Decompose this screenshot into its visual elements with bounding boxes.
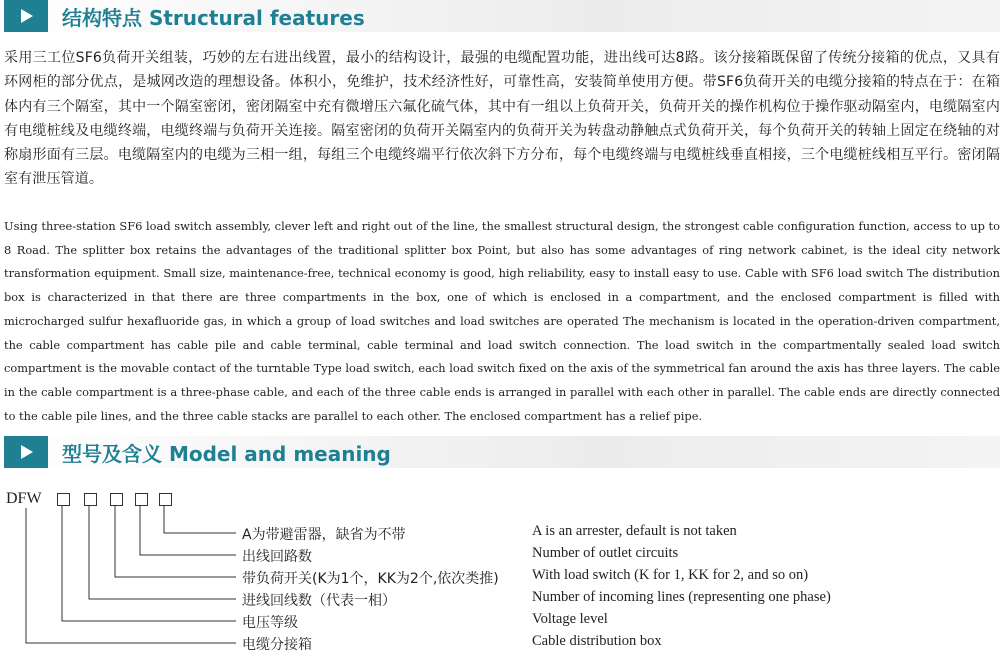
model-prefix: DFW <box>6 490 42 507</box>
model-row-zh: A为带避雷器，缺省为不带 <box>242 527 406 543</box>
model-row-en: A is an arrester, default is not taken <box>532 523 737 539</box>
model-row-zh: 电缆分接箱 <box>242 637 312 653</box>
model-row-en: Number of outlet circuits <box>532 545 679 561</box>
section-title: 型号及含义 Model and meaning <box>62 442 391 466</box>
connector-line <box>89 506 236 599</box>
section-title: 结构特点 Structural features <box>62 6 365 30</box>
model-row-zh: 出线回路数 <box>242 549 312 565</box>
model-row-zh: 带负荷开关(K为1个，KK为2个,依次类推) <box>242 571 499 587</box>
connector-line <box>164 506 236 533</box>
connector-line <box>62 506 236 621</box>
model-row-en: With load switch (K for 1, KK for 2, and so on) <box>532 567 809 583</box>
model-row-zh: 电压等级 <box>242 615 298 631</box>
model-row-en: Voltage level <box>532 611 608 627</box>
model-row-en: Number of incoming lines (representing one phase) <box>532 589 831 605</box>
structural-description-zh: 采用三工位SF6负荷开关组装，巧妙的左右进出线置，最小的结构设计，最强的电缆配置功能，进出线可达8路。该分接箱既保留了传统分接箱的优点，又具有环网柜的部分优点，是城网改造的理想设备。体积小，免维护，技术经济性好，可靠性高，安装简单使用方便。带SF6负荷开关的电缆分接箱的特点在于：在箱体内有三个隔室，其中一个隔室密闭，密闭隔室中充有微增压六氟化硫气体，其中有一组以上负荷开关，负荷开关的操作机构位于操作驱动隔室内，电缆隔室内有电缆桩线及电缆终端，电缆终端与负荷开关连接。隔室密闭的负荷开关隔室内的负荷开关为转盘动静触点式负荷开关，每个负荷开关的转轴上固定在绕轴的对称扇形面有三层。电缆隔室内的电缆为三相一组，每组三个电缆终端平行依次斜下方分布，每个电缆终端与电缆桩线垂直相接，三个电缆桩线相互平行。密闭隔室有泄压管道。 <box>4 50 1000 188</box>
model-row-zh: 进线回线数（代表一相） <box>242 593 396 609</box>
model-row-en: Cable distribution box <box>532 633 662 649</box>
structural-description-en: Using three-station SF6 load switch assembly, clever left and right out of the line, the smallest structural design, the strongest cable configuration function, access to up to 8 Road. The splitter box retains the advantages of the traditional splitter box Point, but also has some advantages of ring network cabinet, is the ideal city network transformation equipment. Small size, maintenance-free, technical economy is good, high reliability, easy to install easy to use. Cable with SF6 load switch The distribution box is characterized in that there are three compartments in the box, one of which is enclosed in a compartment, and the enclosed compartment is filled with microcharged sulfur hexafluoride gas, in which a group of load switches and load switches are operated The mechanism is located in the operation-driven compartment, the cable compartment has cable pile and cable terminal, cable terminal and load switch connection. The load switch in the compartmentally sealed load switch compartment is the movable contact of the turntable Type load switch, each load switch fixed on the axis of the symmetrical fan around the axis has three layers. The cable in the cable compartment is a three-phase cable, and each of the three cable ends is arranged in parallel with each other in parallel. The cable ends are directly connected to the cable pile lines, and the three cable stacks are parallel to each other. The enclosed compartment has a relief pipe. <box>4 219 1000 423</box>
connector-line <box>140 506 236 555</box>
connector-line <box>26 508 236 643</box>
connector-line <box>115 506 236 577</box>
